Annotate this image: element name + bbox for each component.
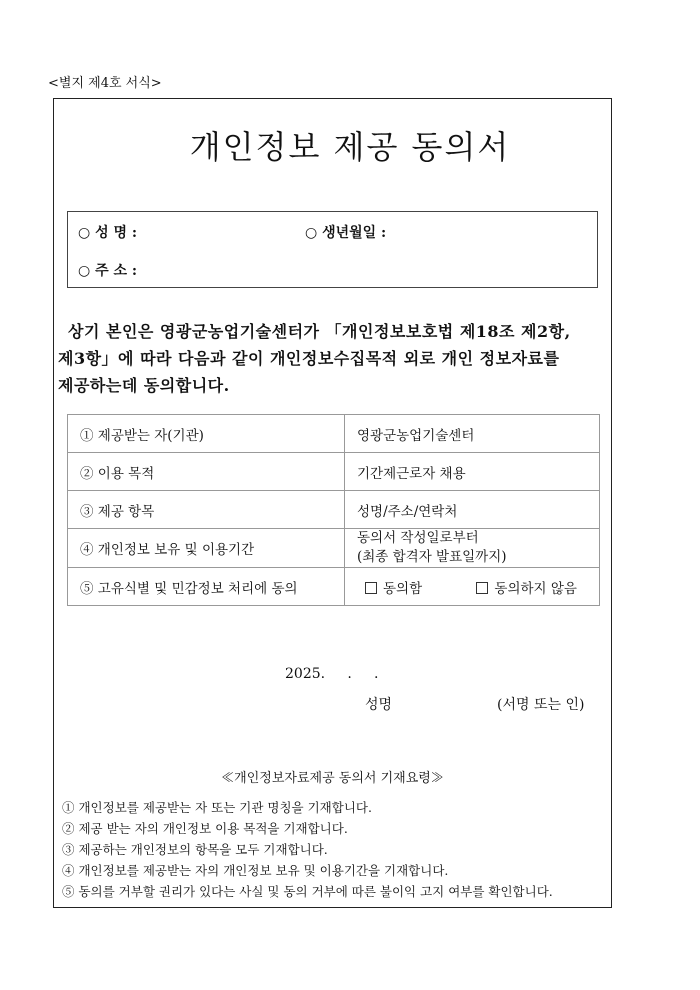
date-field[interactable]: 2025. . . bbox=[285, 666, 379, 682]
row-label: ① 제공받는 자(기관) bbox=[68, 415, 345, 453]
row-value bbox=[345, 529, 600, 568]
agree-checkbox[interactable] bbox=[365, 581, 422, 597]
agree-label: 동의함 bbox=[383, 580, 423, 597]
value-line: 동의서 작성일로부터 bbox=[357, 530, 479, 546]
table-row bbox=[68, 453, 600, 491]
guide-item: ② 제공 받는 자의 개인정보 이용 목적을 기재합니다. bbox=[62, 821, 348, 836]
guide-title: ≪개인정보자료제공 동의서 기재요령≫ bbox=[221, 771, 444, 786]
address-field[interactable]: ○ 주 소 : bbox=[78, 263, 138, 279]
row-label: ③ 제공 항목 bbox=[68, 491, 345, 529]
disagree-label: 동의하지 않음 bbox=[494, 580, 577, 597]
consent-options bbox=[345, 568, 600, 606]
value-line: (최종 합격자 발표일까지) bbox=[357, 549, 507, 565]
table-row bbox=[68, 529, 600, 568]
disagree-checkbox[interactable] bbox=[476, 581, 577, 597]
table-row bbox=[68, 491, 600, 529]
consent-text-line: 제공하는데 동의합니다. bbox=[58, 376, 230, 395]
consent-text-line: 상기 본인은 영광군농업기술센터가 「개인정보보호법 제18조 제2항, bbox=[68, 322, 571, 341]
consent-text-line: 제3항」에 따라 다음과 같이 개인정보수집목적 외로 개인 정보자료를 bbox=[58, 349, 560, 368]
guide-item: ④ 개인정보를 제공받는 자의 개인정보 보유 및 이용기간을 기재합니다. bbox=[62, 863, 449, 878]
checkbox-icon bbox=[476, 582, 488, 594]
signature-hint[interactable]: (서명 또는 인) bbox=[497, 697, 585, 713]
checkbox-icon bbox=[365, 582, 377, 594]
guide-item: ① 개인정보를 제공받는 자 또는 기관 명칭을 기재합니다. bbox=[62, 800, 372, 815]
name-field[interactable]: ○ 성 명 : bbox=[78, 225, 138, 241]
birthdate-field[interactable]: ○ 생년월일 : bbox=[305, 225, 387, 241]
page-title: 개인정보 제공 동의서 bbox=[189, 128, 511, 166]
table-row bbox=[68, 568, 600, 606]
guide-item: ⑤ 동의를 거부할 권리가 있다는 사실 및 동의 거부에 따른 불이익 고지 여부를 확인합니다. bbox=[62, 884, 553, 899]
table-row bbox=[68, 415, 600, 453]
row-label: ⑤ 고유식별 및 민감정보 처리에 동의 bbox=[68, 568, 345, 606]
guide-item: ③ 제공하는 개인정보의 항목을 모두 기재합니다. bbox=[62, 842, 328, 857]
consent-table bbox=[67, 414, 600, 606]
row-label: ② 이용 목적 bbox=[68, 453, 345, 491]
row-value: 기간제근로자 채용 bbox=[345, 453, 600, 491]
form-label: <별지 제4호 서식> bbox=[48, 76, 162, 91]
row-label: ④ 개인정보 보유 및 이용기간 bbox=[68, 529, 345, 568]
row-value: 성명/주소/연락처 bbox=[345, 491, 600, 529]
signature-label: 성명 bbox=[365, 697, 393, 713]
row-value: 영광군농업기술센터 bbox=[345, 415, 600, 453]
